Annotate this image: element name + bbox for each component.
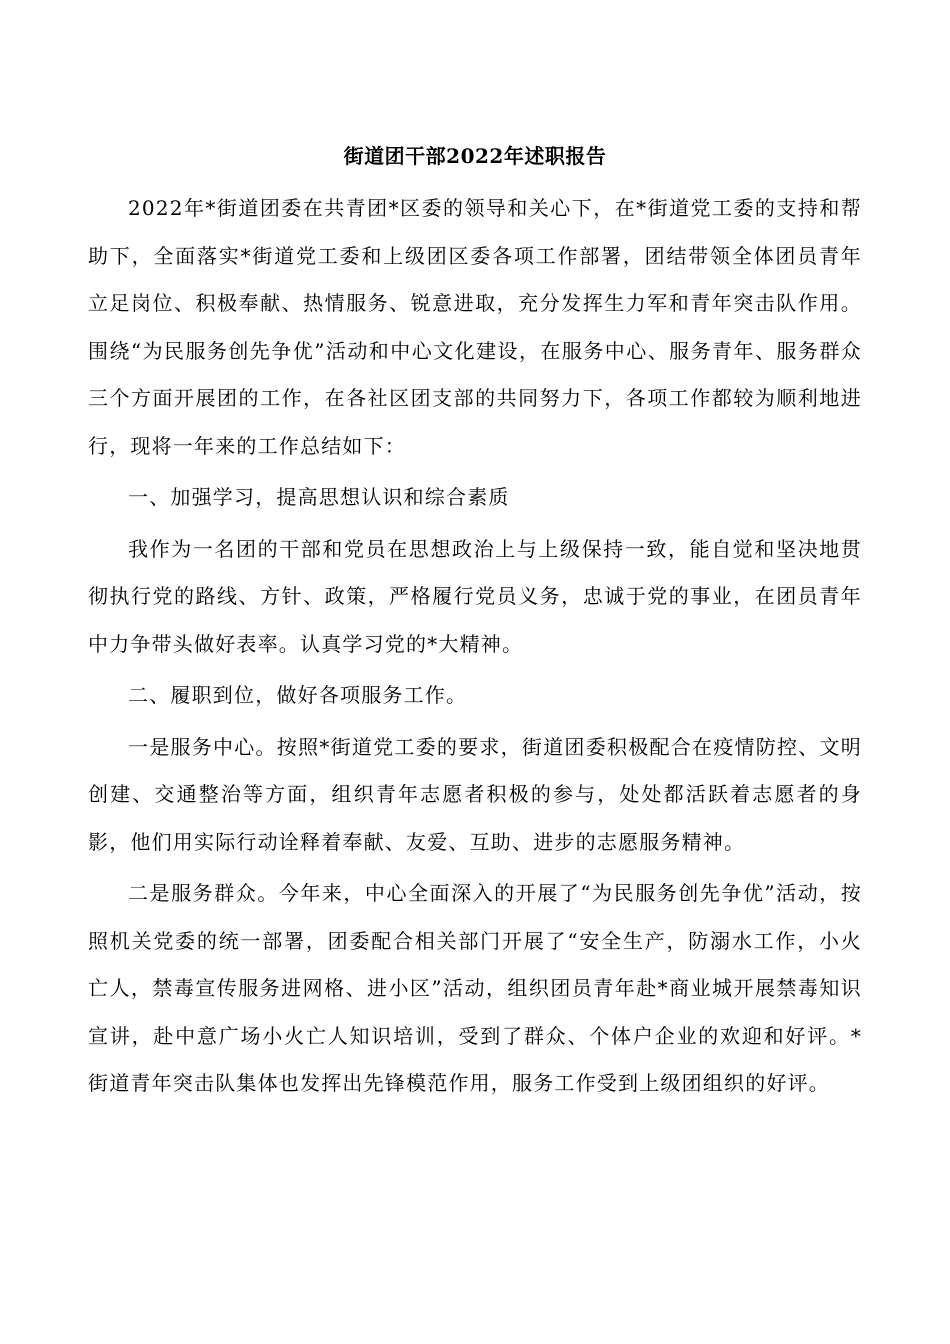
document-title: 街道团干部2022年述职报告 [343, 144, 607, 168]
paragraph-study: 我作为一名团的干部和党员在思想政治上与上级保持一致，能自觉和坚决地贯彻执行党的路线、方针、政策，严格履行党员义务，忠诚于党的事业，在团员青年中力争带头做好表率。认真学习党的*大精神。 [88, 536, 862, 656]
paragraph-serve-center: 一是服务中心。按照*街道党工委的要求，街道团委积极配合在疫情防控、文明创建、交通整治等方面，组织青年志愿者积极的参与，处处都活跃着志愿者的身影，他们用实际行动诠释着奉献、友爱、互助、进步的志愿服务精神。 [88, 734, 862, 854]
section-heading-2: 二、履职到位，做好各项服务工作。 [128, 683, 468, 707]
section-heading-1: 一、加强学习，提高思想认识和综合素质 [128, 485, 510, 509]
document-page [88, 135, 862, 1112]
paragraph-serve-public: 二是服务群众。今年来，中心全面深入的开展了“为民服务创先争优”活动，按照机关党委的统一部署，团委配合相关部门开展了“安全生产，防溺水工作，小火亡人，禁毒宣传服务进网格、进小区”活动，组织团员青年赴*商业城开展禁毒知识宣讲，赴中意广场小火亡人知识培训，受到了群众、个体户企业的欢迎和好评。*街道青年突击队集体也发挥出先锋模范作用，服务工作受到上级团组织的好评。 [88, 881, 862, 1095]
paragraph-intro: 2022年*街道团委在共青团*区委的领导和关心下，在*街道党工委的支持和帮助下，全面落实*街道党工委和上级团区委各项工作部署，团结带领全体团员青年立足岗位、积极奉献、热情服务、锐意进取，充分发挥生力军和青年突击队作用。围绕“为民服务创先争优”活动和中心文化建设，在服务中心、服务青年、服务群众三个方面开展团的工作，在各社区团支部的共同努力下，各项工作都较为顺利地进行，现将一年来的工作总结如下： [88, 196, 862, 458]
